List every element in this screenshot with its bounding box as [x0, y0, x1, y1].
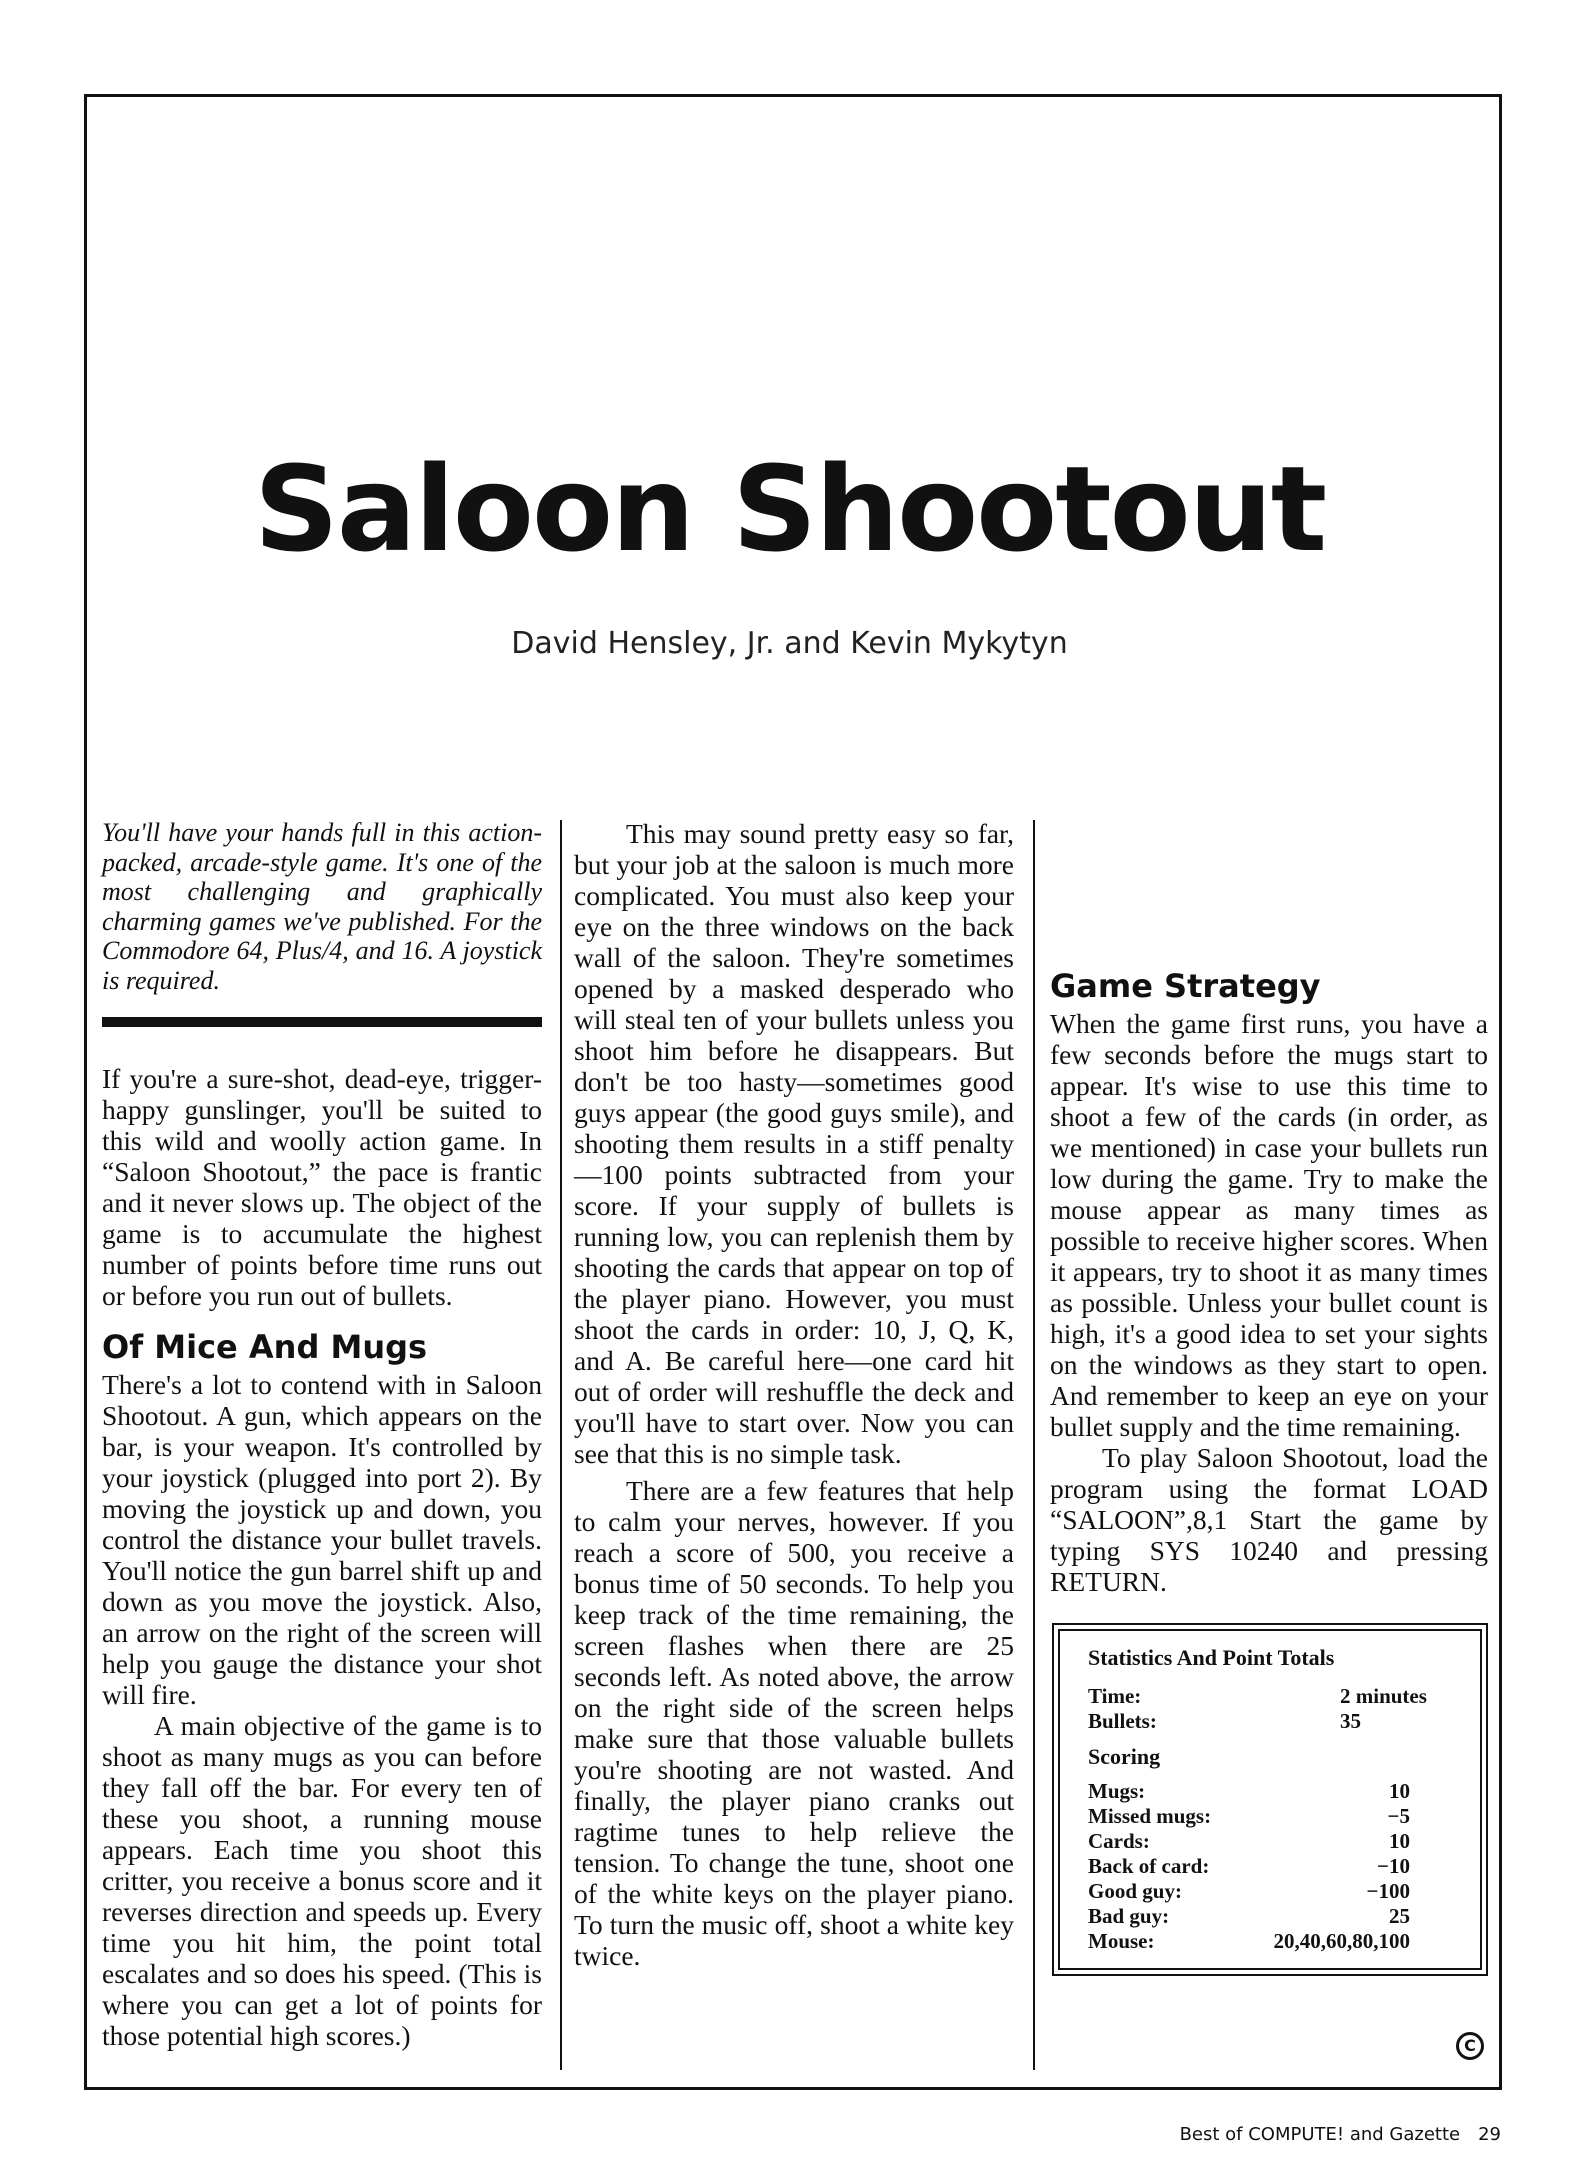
article-title: Saloon Shootout [253, 440, 1326, 578]
paragraph: A main objective of the game is to shoot as many mugs as you can before they fall off the bar. For every ten of these you shoot, a running mouse appears. Each time you shoot this critter, you receive a bonus score and it reverses direction and speeds up. Every time you hit him, the point total escalates and so does his speed. (This is where you can get a lot of points for those potential high scores.) [102, 1710, 542, 2051]
scoring-list [1088, 1779, 1460, 1954]
scoring-label-text: Mugs: [1088, 1779, 1146, 1803]
stats-box-inner [1058, 1629, 1482, 1970]
page-number: 29 [1478, 2124, 1501, 2145]
column-rule-2 [1033, 820, 1035, 2070]
stats-value: 2 minutes [1340, 1684, 1427, 1708]
stats-label: Time: [1088, 1684, 1142, 1708]
scoring-row [1088, 1904, 1410, 1929]
paragraph: There are a few features that help to calm your nerves, however. If you reach a score of 500, you receive a bonus time of 50 seconds. To help you keep track of the time remaining, the screen flashes when there are 25 seconds left. As noted above, the arrow on the right side of the screen helps make sure that those valuable bullets you're shooting are not wasted. And finally, the player piano cranks out ragtime tunes to help relieve the tension. To change the tune, shoot one of the white keys on the player piano. To turn the music off, shoot a white key twice. [574, 1475, 1014, 1971]
scoring-label-text: Back of card: [1088, 1854, 1210, 1878]
scoring-label: Scoring [1088, 1744, 1161, 1769]
compute-logo-icon: C [1456, 2032, 1484, 2060]
column-rule-1 [560, 820, 562, 2070]
scoring-value: 10 [1389, 1829, 1410, 1853]
article-byline: David Hensley, Jr. and Kevin Mykytyn [511, 626, 1068, 661]
scoring-row [1088, 1879, 1410, 1904]
page-footer [1180, 2124, 1501, 2145]
scoring-value: 10 [1389, 1779, 1410, 1803]
scoring-label-text: Cards: [1088, 1829, 1150, 1853]
scoring-row [1088, 1804, 1410, 1829]
scoring-value: −5 [1387, 1804, 1410, 1828]
stats-row-time [1088, 1684, 1460, 1709]
column-2 [574, 818, 1014, 1971]
stats-row-bullets [1088, 1709, 1460, 1734]
stats-title: Statistics And Point Totals [1088, 1645, 1335, 1670]
stats-box [1052, 1623, 1488, 1976]
paragraph: To play Saloon Shootout, load the program using the format LOAD “SALOON”,8,1 Start the game by typing SYS 10240 and pressing RETURN. [1050, 1442, 1488, 1597]
scoring-value: 25 [1389, 1904, 1410, 1928]
paragraph: There's a lot to contend with in Saloon Shootout. A gun, which appears on the bar, is your weapon. It's controlled by your joystick (plugged into port 2). By moving the joystick up and down, you control the distance your bullet travels. You'll notice the gun barrel shift up and down as you move the joystick. Also, an arrow on the right of the screen will help you gauge the distance your shot will fire. [102, 1369, 542, 1710]
heading-mice-and-mugs: Of Mice And Mugs [102, 1328, 428, 1366]
scoring-label-text: Bad guy: [1088, 1904, 1170, 1928]
scoring-value: 20,40,60,80,100 [1273, 1929, 1410, 1953]
article-intro: You'll have your hands full in this action-packed, arcade-style game. It's one of the most challenging and graphically charming games we've published. For the Commodore 64, Plus/4, and 16. A joystick is required. [102, 818, 542, 995]
paragraph: If you're a sure-shot, dead-eye, trigger-happy gunslinger, you'll be suited to this wild and woolly action game. In “Saloon Shootout,” the pace is frantic and it never slows up. The object of the game is to accumulate the highest number of points before time runs out or before you run out of bullets. [102, 1063, 542, 1311]
scoring-value: −10 [1377, 1854, 1410, 1878]
scoring-label-text: Missed mugs: [1088, 1804, 1212, 1828]
footer-publication: Best of COMPUTE! and Gazette [1179, 2124, 1461, 2145]
scoring-row [1088, 1929, 1410, 1954]
column-1 [102, 818, 542, 2051]
intro-divider [102, 1017, 542, 1027]
scoring-row [1088, 1854, 1410, 1879]
column-3 [1050, 818, 1488, 1976]
scoring-row [1088, 1779, 1410, 1804]
scoring-value: −100 [1366, 1879, 1410, 1903]
stats-value: 35 [1340, 1709, 1361, 1733]
scoring-label-text: Mouse: [1088, 1929, 1155, 1953]
paragraph: When the game first runs, you have a few seconds before the mugs start to appear. It's wise to use this time to shoot a few of the cards (in order, as we mentioned) in case your bullets run low during the game. Try to make the mouse appear as many times as possible to receive higher scores. When it appears, try to shoot it as many times as possible. Unless your bullet count is high, it's a good idea to set your sights on the windows as they start to open. And remember to keep an eye on your bullet supply and the time remaining. [1050, 1008, 1488, 1442]
scoring-row [1088, 1829, 1410, 1854]
heading-game-strategy: Game Strategy [1050, 967, 1321, 1005]
paragraph: This may sound pretty easy so far, but your job at the saloon is much more complicated. You must also keep your eye on the three windows on the back wall of the saloon. They're sometimes opened by a masked desperado who will steal ten of your bullets unless you shoot him before he disappears. But don't be too hasty—sometimes good guys appear (the good guys smile), and shooting them results in a stiff penalty—100 points subtracted from your score. If your supply of bullets is running low, you can replenish them by shooting the cards that appear on top of the player piano. However, you must shoot the cards in order: 10, J, Q, K, and A. Be careful here—one card hit out of order will reshuffle the deck and you'll have to start over. Now you can see that this is no simple task. [574, 818, 1014, 1469]
scoring-label-text: Good guy: [1088, 1879, 1182, 1903]
stats-label: Bullets: [1088, 1709, 1157, 1733]
